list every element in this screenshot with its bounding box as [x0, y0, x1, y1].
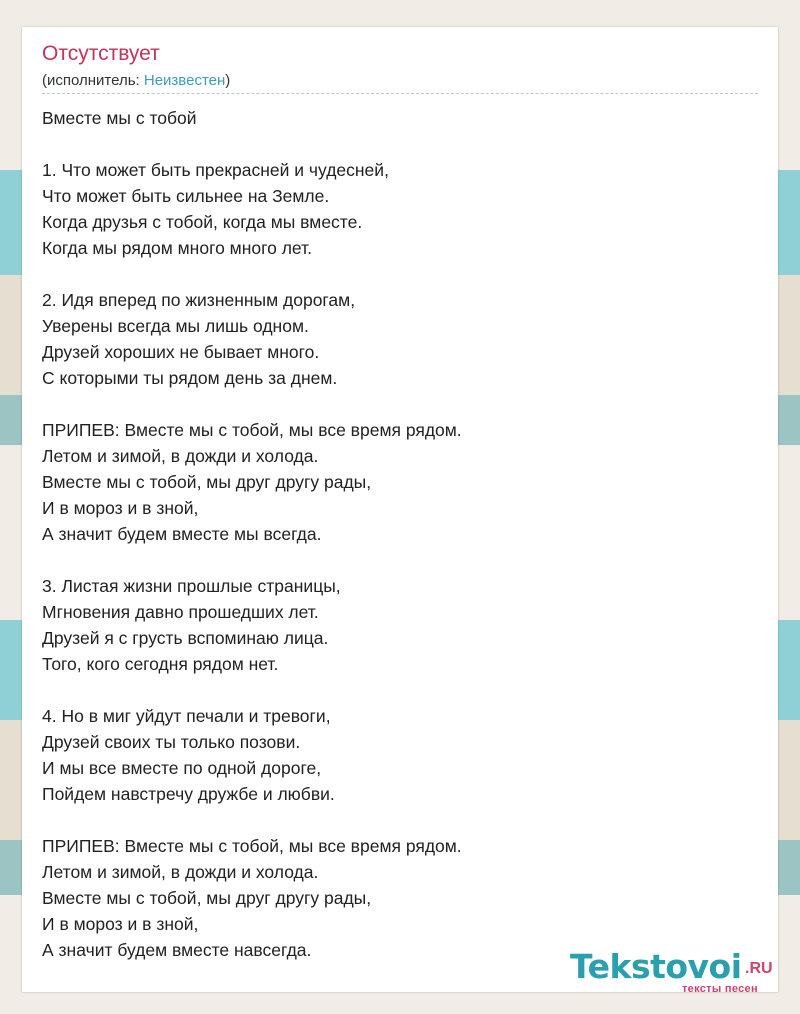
lyric-line: ПРИПЕВ: Вместе мы с тобой, мы все время рядом. [42, 420, 462, 440]
lyric-line [42, 391, 758, 417]
lyric-line: Летом и зимой, в дожди и холода. [42, 862, 319, 882]
lyric-line: Что может быть сильнее на Земле. [42, 186, 330, 206]
artist-suffix: ) [225, 72, 231, 89]
lyric-line: Пойдем навстречу дружбе и любви. [42, 784, 335, 804]
lyric-line: И мы все вместе по одной дороге, [42, 758, 322, 778]
lyric-line [42, 677, 758, 703]
lyric-line: 1. Что может быть прекрасней и чудесней, [42, 160, 389, 180]
lyric-line: Друзей я с грусть вспоминаю лица. [42, 628, 329, 648]
lyrics-text [42, 105, 758, 963]
lyric-line: С которыми ты рядом день за днем. [42, 368, 338, 388]
header-divider [42, 93, 758, 94]
lyric-line: А значит будем вместе мы всегда. [42, 524, 322, 544]
artist-line [42, 72, 230, 89]
lyric-line [42, 261, 758, 287]
lyric-line: Когда мы рядом много много лет. [42, 238, 312, 258]
lyric-line: 2. Идя вперед по жизненным дорогам, [42, 290, 356, 310]
lyric-line: Мгновения давно прошедших лет. [42, 602, 319, 622]
lyric-line: И в мороз и в зной, [42, 498, 199, 518]
lyrics-card [22, 27, 778, 995]
lyric-line: Когда друзья с тобой, когда мы вместе. [42, 212, 363, 232]
song-title: Отсутствует [42, 42, 160, 65]
lyric-line: Вместе мы с тобой, мы друг другу рады, [42, 888, 372, 908]
lyric-line: 4. Но в миг уйдут печали и тревоги, [42, 706, 331, 726]
lyric-line: Друзей своих ты только позови. [42, 732, 301, 752]
lyric-line: Вместе мы с тобой, мы друг другу рады, [42, 472, 372, 492]
site-logo[interactable] [570, 947, 780, 995]
lyric-line [42, 131, 758, 157]
lyric-line: Вместе мы с тобой [42, 108, 197, 128]
lyric-line: 3. Листая жизни прошлые страницы, [42, 576, 341, 596]
logo-tagline: тексты песен [682, 983, 758, 995]
lyric-line: А значит будем вместе навсегда. [42, 940, 312, 960]
lyric-line: ПРИПЕВ: Вместе мы с тобой, мы все время рядом. [42, 836, 462, 856]
lyric-line: Летом и зимой, в дожди и холода. [42, 446, 319, 466]
logo-wordmark: Tekstovoi [570, 947, 742, 986]
lyric-line [42, 547, 758, 573]
lyric-line [42, 807, 758, 833]
lyric-line: Того, кого сегодня рядом нет. [42, 654, 279, 674]
artist-link[interactable]: Неизвестен [143, 72, 226, 89]
lyric-line: Уверены всегда мы лишь одном. [42, 316, 309, 336]
lyric-line: И в мороз и в зной, [42, 914, 199, 934]
artist-prefix: (исполнитель: [42, 72, 144, 89]
logo-tld: .RU [745, 960, 773, 977]
lyric-line: Друзей хороших не бывает много. [42, 342, 320, 362]
